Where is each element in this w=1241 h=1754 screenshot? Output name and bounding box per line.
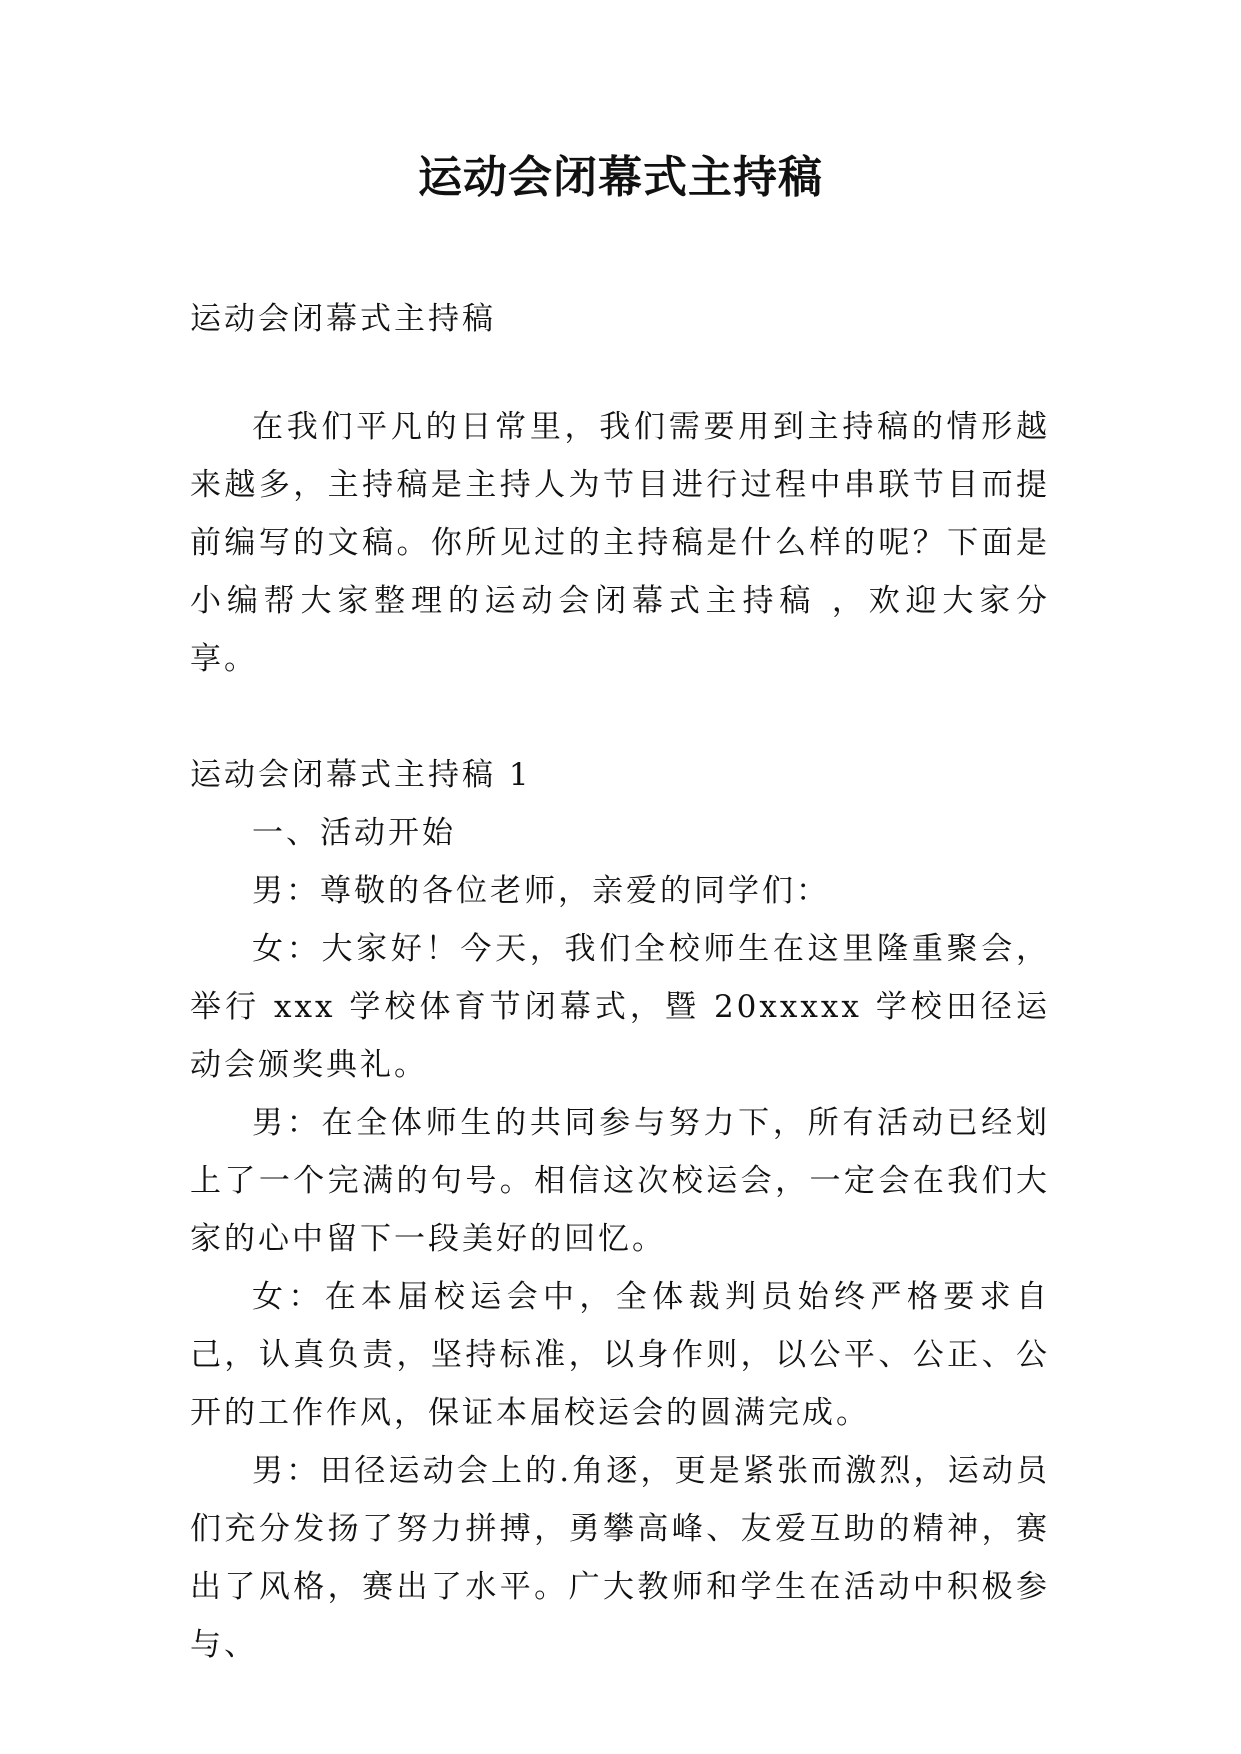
paragraph-male-completion: 男：在全体师生的共同参与努力下，所有活动已经划上了一个完满的句号。相信这次校运会，一定会在我们大家的心中留下一段美好的回忆。 bbox=[190, 1105, 1050, 1257]
paragraph-male-competition: 男：田径运动会上的.角逐，更是紧张而激烈，运动员们充分发扬了努力拼搏，勇攀高峰、友爱互助的精神，赛出了风格，赛出了水平。广大教师和学生在活动中积极参与、 bbox=[190, 1453, 1050, 1663]
paragraph-activity-start: 一、活动开始 bbox=[252, 815, 456, 851]
intro-paragraph: 在我们平凡的日常里，我们需要用到主持稿的情形越来越多，主持稿是主持人为节目进行过程中串联节目而提前编写的文稿。你所见过的主持稿是什么样的呢？下面是小编帮大家整理的运动会闭幕式主持稿 ，欢迎大家分享。 bbox=[190, 409, 1050, 677]
paragraph-female-welcome: 女：大家好！今天，我们全校师生在这里隆重聚会，举行 xxx 学校体育节闭幕式，暨 20xxxxx 学校田径运动会颁奖典礼。 bbox=[190, 931, 1050, 1083]
document-subtitle: 运动会闭幕式主持稿 bbox=[190, 301, 496, 337]
paragraph-female-referees: 女：在本届校运会中，全体裁判员始终严格要求自己，认真负责，坚持标准，以身作则，以公平、公正、公开的工作作风，保证本届校运会的圆满完成。 bbox=[190, 1279, 1050, 1431]
document-body bbox=[190, 290, 1050, 1674]
paragraph-male-greeting: 男：尊敬的各位老师，亲爱的同学们： bbox=[252, 873, 830, 909]
section-title: 运动会闭幕式主持稿 1 bbox=[190, 757, 532, 793]
document-title: 运动会闭幕式主持稿 bbox=[418, 152, 823, 203]
